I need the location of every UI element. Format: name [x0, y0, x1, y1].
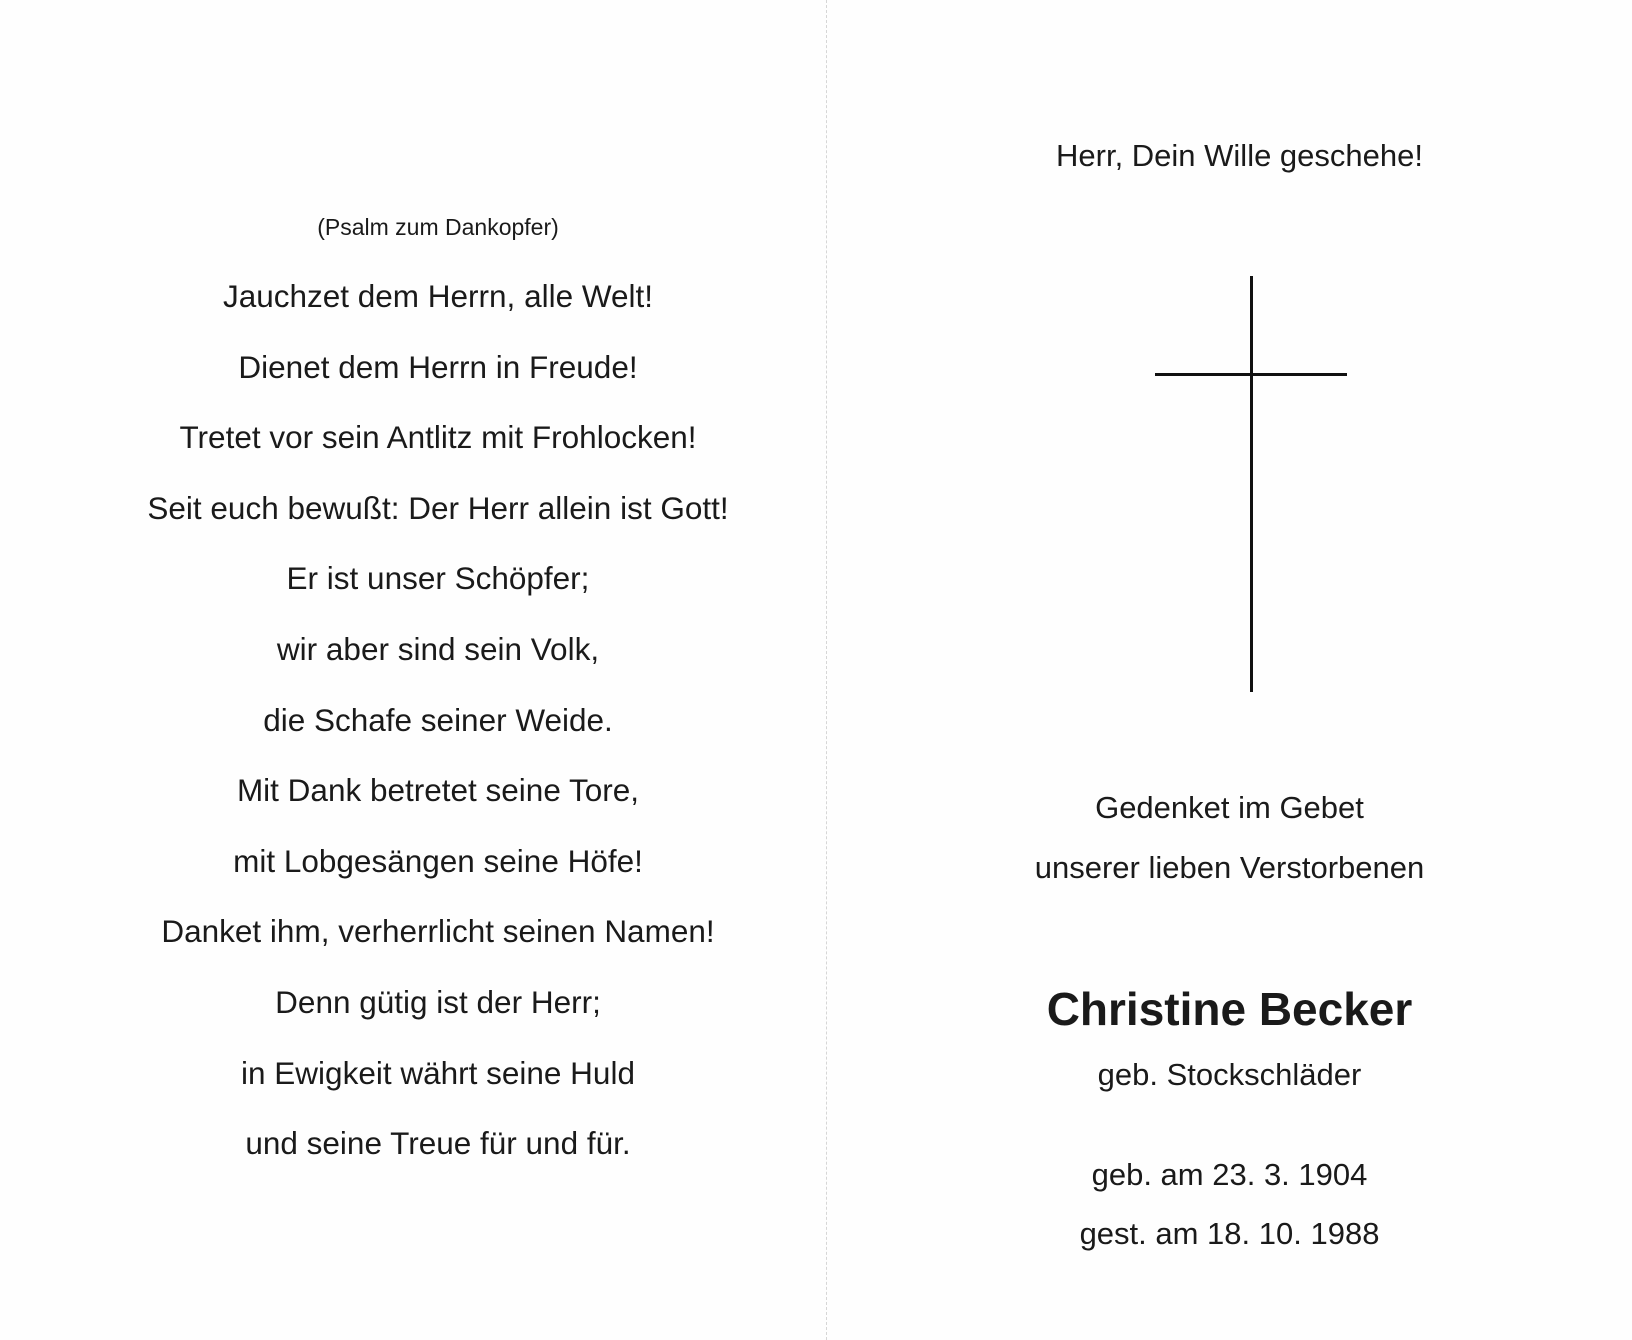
psalm-line: in Ewigkeit währt seine Huld — [241, 1054, 635, 1091]
deceased-name: Christine Becker — [1046, 983, 1413, 1035]
psalm-line: Tretet vor sein Antlitz mit Frohlocken! — [179, 419, 697, 456]
right-panel — [827, 0, 1632, 1340]
psalm-line: wir aber sind sein Volk, — [276, 630, 600, 667]
psalm-line: Er ist unser Schöpfer; — [286, 560, 590, 597]
psalm-line: Seit euch bewußt: Der Herr allein ist Gott! — [147, 489, 729, 526]
remember-line-2: unserer lieben Verstorbenen — [1034, 850, 1425, 885]
cross-vertical-bar — [1250, 276, 1253, 692]
psalm-line: die Schafe seiner Weide. — [263, 701, 613, 738]
latin-cross-icon — [1155, 276, 1347, 692]
psalm-line: und seine Treue für und für. — [245, 1125, 631, 1162]
maiden-name: geb. Stockschläder — [1097, 1057, 1362, 1092]
psalm-line: Mit Dank betretet seine Tore, — [236, 772, 640, 809]
psalm-text — [0, 270, 876, 1188]
psalm-line: Danket ihm, verherrlicht seinen Namen! — [161, 913, 715, 950]
psalm-line: Dienet dem Herrn in Freude! — [238, 348, 638, 385]
birth-date: geb. am 23. 3. 1904 — [1091, 1157, 1368, 1192]
motto: Herr, Dein Wille geschehe! — [1056, 138, 1423, 173]
psalm-subtitle: (Psalm zum Dankopfer) — [317, 214, 559, 240]
death-date: gest. am 18. 10. 1988 — [1079, 1216, 1380, 1251]
cross-horizontal-bar — [1155, 373, 1347, 376]
psalm-line: mit Lobgesängen seine Höfe! — [233, 842, 643, 879]
psalm-line: Jauchzet dem Herrn, alle Welt! — [222, 278, 654, 314]
psalm-line: Denn gütig ist der Herr; — [275, 983, 601, 1020]
remember-line-1: Gedenket im Gebet — [1095, 790, 1364, 825]
